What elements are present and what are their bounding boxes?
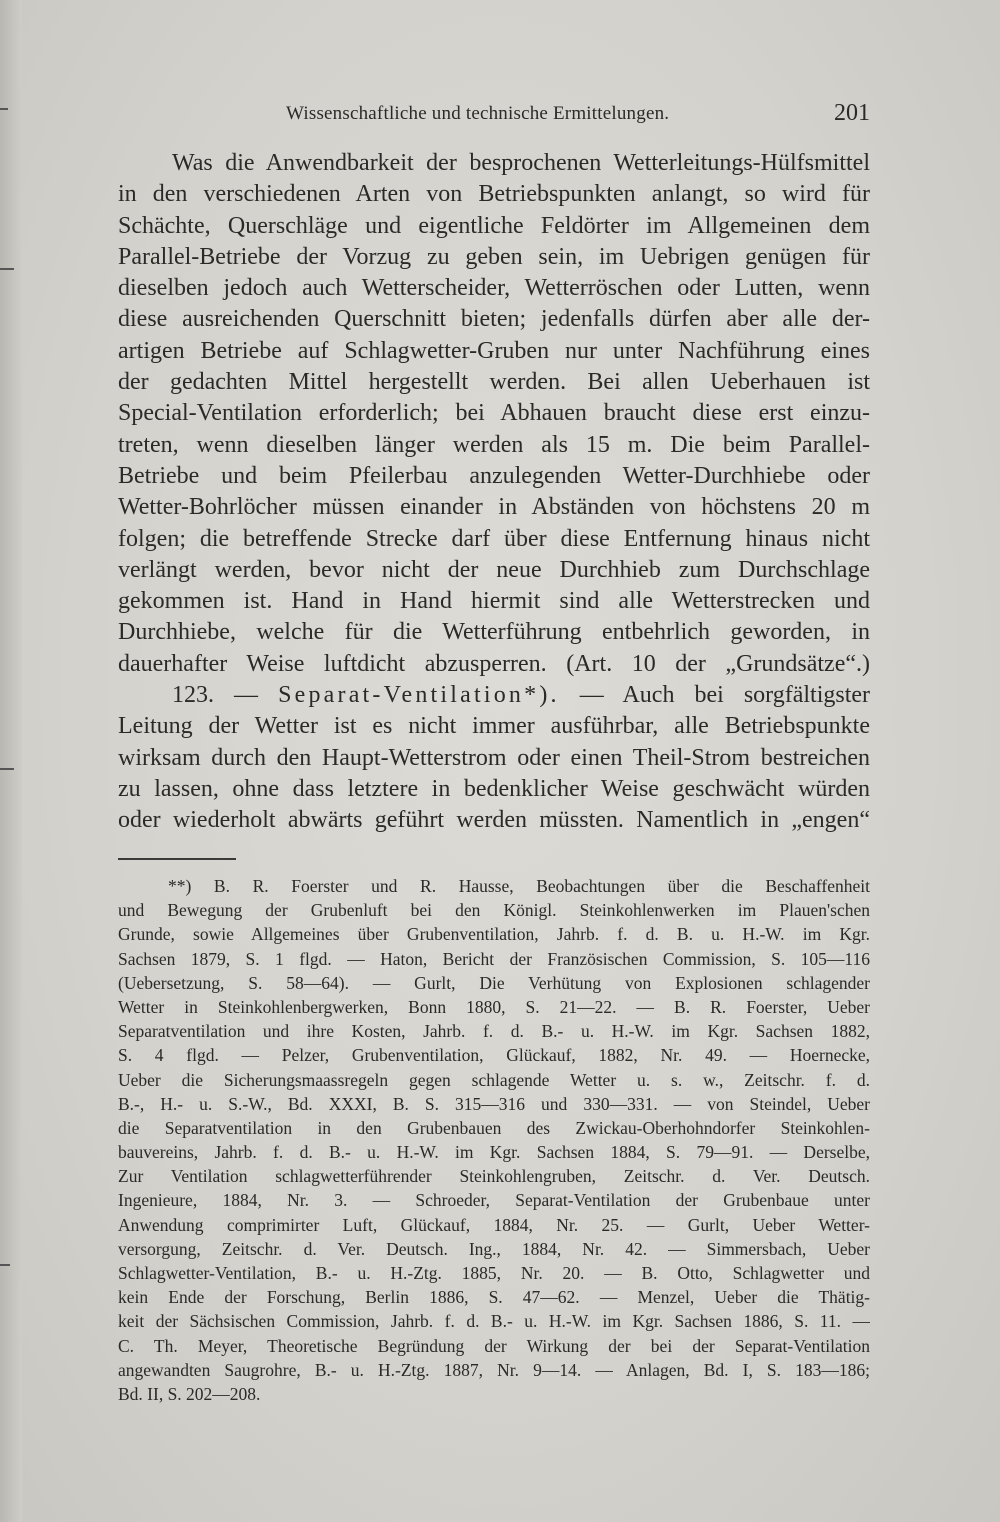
- footnote-line: S. 4 flgd. — Pelzer, Grubenventilation, Glückauf, 1882, Nr. 49. — Hoernecke,: [118, 1045, 870, 1066]
- footnote-line: Zur Ventilation schlagwetterführender Steinkohlengruben, Zeitschr. d. Ver. Deutsch.: [118, 1166, 870, 1187]
- text-line: Betriebe und beim Pfeilerbau anzulegenden Wetter-Durchhiebe oder: [118, 462, 870, 489]
- text-line: diese ausreichenden Querschnitt bieten; jedenfalls dürfen aber alle der-: [118, 306, 870, 333]
- text-line: wirksam durch den Haupt-Wetterstrom oder einen Theil-Strom bestreichen: [118, 744, 870, 771]
- footnote-line: keit der Sächsischen Commission, Jahrb. f. d. B.- u. H.-W. im Kgr. Sachsen 1886, S. 11. —: [118, 1311, 870, 1332]
- text-line: Was die Anwendbarkeit der besprochenen Wetterleitungs-Hülfsmittel: [172, 150, 870, 176]
- running-head: Wissenschaftliche und technische Ermittelungen.: [286, 103, 670, 124]
- section-title: Separat-Ventilation*).: [278, 682, 560, 709]
- footnote-line: und Bewegung der Grubenluft bei den Königl. Steinkohlenwerken im Plauen'schen: [118, 900, 870, 921]
- footnote-line: kein Ende der Forschung, Berlin 1886, S. 47—62. — Menzel, Ueber die Thätig-: [118, 1287, 870, 1308]
- footnote-line: Sachsen 1879, S. 1 flgd. — Haton, Bericht der Französischen Commission, S. 105—116: [118, 948, 870, 969]
- edge-mark: [0, 1264, 10, 1266]
- text-line: verlängt werden, bevor nicht der neue Durchhieb zum Durchschlage: [118, 556, 870, 583]
- text-line: Leitung der Wetter ist es nicht immer ausführbar, alle Betriebspunkte: [118, 713, 870, 740]
- binding-gutter: [0, 0, 22, 1522]
- footnote-line: Ingenieure, 1884, Nr. 3. — Schroeder, Separat-Ventilation der Grubenbaue unter: [118, 1190, 870, 1211]
- footnote-line: Bd. II, S. 202—208.: [118, 1383, 261, 1404]
- text-line: in den verschiedenen Arten von Betriebspunkten anlangt, so wird für: [118, 181, 870, 208]
- text-line: gekommen ist. Hand in Hand hiermit sind alle Wetterstrecken und: [118, 588, 870, 615]
- text-line: Parallel-Betriebe der Vorzug zu geben sein, im Uebrigen genügen für: [118, 243, 870, 270]
- footnote-line: Wetter in Steinkohlenbergwerken, Bonn 1880, S. 21—22. — B. R. Foerster, Ueber: [118, 996, 870, 1017]
- text-line: artigen Betriebe auf Schlagwetter-Gruben nur unter Nachführung eines: [118, 337, 870, 364]
- footnote-line: Separatventilation und ihre Kosten, Jahrb. f. d. B.- u. H.-W. im Kgr. Sachsen 1882,: [118, 1021, 870, 1042]
- section-heading-line: [118, 680, 870, 711]
- page-number: 201: [834, 100, 870, 126]
- text-line: oder wiederholt abwärts geführt werden müssten. Namentlich in „engen“: [118, 807, 870, 834]
- footnote-line: Schlagwetter-Ventilation, B.- u. H.-Ztg. 1885, Nr. 20. — B. Otto, Schlagwetter und: [118, 1263, 870, 1283]
- text-line: treten, wenn dieselben länger werden als 15 m. Die beim Parallel-: [118, 431, 870, 458]
- footnote-line: (Uebersetzung, S. 58—64). — Gurlt, Die Verhütung von Explosionen schlagender: [118, 972, 870, 993]
- footnote-line: Ueber die Sicherungsmaassregeln gegen schlagende Wetter u. s. w., Zeitschr. f. d.: [118, 1069, 870, 1090]
- section-rest: — Auch bei sorgfältigster: [579, 682, 870, 709]
- section-dash: —: [234, 682, 259, 709]
- footnote-line: Anwendung comprimirter Luft, Glückauf, 1884, Nr. 25. — Gurlt, Ueber Wetter-: [118, 1214, 870, 1235]
- text-line: der gedachten Mittel hergestellt werden. Bei allen Ueberhauen ist: [118, 369, 870, 396]
- text-line: Special-Ventilation erforderlich; bei Abhauen braucht diese erst einzu-: [118, 400, 870, 427]
- page-header: [118, 100, 870, 136]
- edge-mark: [0, 108, 8, 110]
- footnote: [118, 874, 870, 1406]
- section-number: 123.: [172, 682, 214, 709]
- text-line: Durchhiebe, welche für die Wetterführung entbehrlich geworden, in: [118, 619, 870, 646]
- footnote-line: die Separatventilation in den Grubenbauen des Zwickau-Oberhohndorfer Steinkohlen-: [118, 1117, 870, 1138]
- footnote-line: angewandten Saugrohre, B.- u. H.-Ztg. 1887, Nr. 9—14. — Anlagen, Bd. I, S. 183—186;: [118, 1359, 870, 1380]
- text-line: dauerhafter Weise luftdicht abzusperren. (Art. 10 der „Grundsätze“.): [118, 650, 870, 677]
- edge-mark: [0, 768, 14, 770]
- footnote-line: Grunde, sowie Allgemeines über Grubenventilation, Jahrb. f. d. B. u. H.-W. im Kgr.: [118, 924, 870, 945]
- footnote-line: bauvereins, Jahrb. f. d. B.- u. H.-W. im Kgr. Sachsen 1884, S. 79—91. — Derselbe,: [118, 1142, 870, 1163]
- text-line: zu lassen, ohne dass letztere in bedenklicher Weise geschwächt würden: [118, 775, 870, 802]
- footnote-rule: [118, 858, 236, 860]
- edge-mark: [0, 268, 14, 270]
- text-line: Schächte, Querschläge und eigentliche Feldörter im Allgemeinen dem: [118, 212, 870, 239]
- footnote-line: **) B. R. Foerster und R. Hausse, Beobachtungen über die Beschaffenheit: [168, 876, 870, 896]
- footnote-line: versorgung, Zeitschr. d. Ver. Deutsch. Ing., 1884, Nr. 42. — Simmersbach, Ueber: [118, 1238, 870, 1259]
- text-line: folgen; die betreffende Strecke darf über diese Entfernung hinaus nicht: [118, 525, 870, 552]
- text-line: Wetter-Bohrlöcher müssen einander in Abständen von höchstens 20 m: [118, 494, 870, 521]
- footnote-line: C. Th. Meyer, Theoretische Begründung der Wirkung der bei der Separat-Ventilation: [118, 1335, 870, 1356]
- footnote-line: B.-, H.- u. S.-W., Bd. XXXI, B. S. 315—316 und 330—331. — von Steindel, Ueber: [118, 1093, 870, 1114]
- text-line: dieselben jedoch auch Wetterscheider, Wetterröschen oder Lutten, wenn: [118, 275, 870, 302]
- body-text: [118, 148, 870, 837]
